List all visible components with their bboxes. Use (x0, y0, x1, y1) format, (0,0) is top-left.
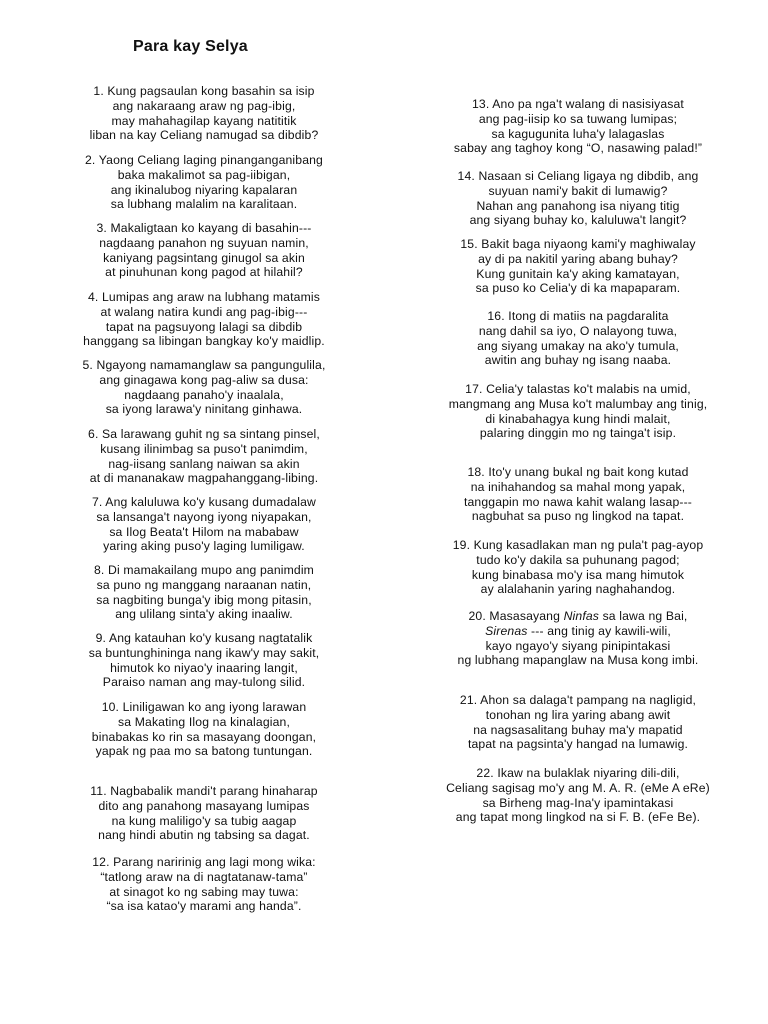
stanza-line: awitin ang buhay ng isang naaba. (484, 353, 672, 368)
stanza-line: nang dahil sa iyo, O nalayong tuwa, (478, 323, 678, 338)
stanza-line: 8. Di mamakailang mupo ang panimdim (94, 563, 314, 577)
stanza-line: nang hindi abutin ng tabsing sa dagat. (98, 828, 310, 843)
stanza-line: 11. Nagbabalik mandi't parang hinaharap (90, 784, 318, 798)
stanza-line: ang nakaraang araw ng pag-ibig, (112, 98, 296, 113)
stanza-line: 6. Sa larawang guhit ng sa sintang pinsel, (88, 427, 320, 441)
stanza-1 (48, 84, 360, 143)
stanza-line: 20. Masasayang Ninfas sa lawa ng Bai, (468, 609, 688, 623)
stanza-line: yapak ng paa mo sa batong tuntungan. (95, 744, 313, 759)
stanza-16 (402, 309, 754, 368)
stanza-20 (402, 609, 754, 668)
stanza-line: 9. Ang katauhan ko'y kusang nagtatalik (95, 631, 313, 645)
stanza-line: sa iyong larawa'y ninitang ginhawa. (105, 402, 303, 417)
stanza-line: 15. Bakit baga niyaong kami'y maghiwalay (460, 237, 696, 251)
stanza-line: dito ang panahong masayang lumipas (98, 798, 310, 813)
stanza-line: 10. Liniligawan ko ang iyong larawan (101, 700, 307, 714)
stanza-6 (48, 427, 360, 486)
stanza-line: ang siyang buhay ko, kaluluwa't langit? (469, 213, 687, 228)
stanza-line: Celiang sagisag mo'y ang M. A. R. (eMe A eRe) (446, 780, 710, 795)
stanza-line: na kung maliligo'y sa tubig aagap (111, 813, 297, 828)
stanza-line: sa lubhang malalim na karalitaan. (110, 197, 298, 212)
stanza-line: tapat na pagsinta'y hangad na lumawig. (467, 737, 689, 752)
stanza-line: at walang natira kundi ang pag-ibig--- (100, 304, 308, 319)
stanza-line: ang tapat mong lingkod na si F. B. (eFe Be). (455, 810, 701, 825)
stanza-line: 3. Makaligtaan ko kayang di basahin--- (96, 221, 312, 235)
stanza-line: ang ikinalubog niyaring kapalaran (110, 182, 298, 197)
stanza-line: ang ginagawa kong pag-aliw sa dusa: (99, 372, 309, 387)
stanza-line: na inihahandog sa mahal mong yapak, (470, 479, 686, 494)
stanza-line: sa lansanga't nayong iyong niyapakan, (96, 509, 312, 524)
stanza-line: 2. Yaong Celiang laging pinanganganibang (85, 153, 323, 167)
stanza-line: Kung gunitain ka'y aking kamatayan, (476, 266, 680, 281)
stanza-line: di kinabahagya kung hindi malait, (485, 411, 671, 426)
stanza-18 (402, 465, 754, 524)
stanza-line: sa buntunghininga nang ikaw'y may sakit, (88, 645, 320, 660)
stanza-5 (48, 358, 360, 417)
stanza-10 (48, 700, 360, 759)
stanza-line: hanggang sa libingan bangkay ko'y maidlip. (83, 334, 325, 349)
stanza-line: tapat na pagsuyong lalagi sa dibdib (105, 319, 303, 334)
stanza-line: ang siyang umakay na ako'y tumula, (477, 338, 679, 353)
stanza-line: 19. Kung kasadlakan man ng pula't pag-ayop (452, 538, 704, 552)
stanza-line: at sinagot ko ng sabing may tuwa: (109, 884, 299, 899)
stanza-line: suyuan nami'y bakit di lumawig? (488, 183, 668, 198)
stanza-8 (48, 563, 360, 622)
stanza-line: nagdaang panahon ng suyuan namin, (99, 235, 309, 250)
stanza-line: tudo ko'y dakila sa puhunang pagod; (476, 552, 680, 567)
stanza-line: sa kagugunita luha'y lalagaslas (491, 126, 665, 141)
stanza-21 (402, 693, 754, 752)
stanza-line: 17. Celia'y talastas ko't malabis na umid, (465, 382, 691, 396)
stanza-12 (48, 855, 360, 914)
stanza-line: may mahahagilap kayang natititik (111, 113, 297, 128)
stanza-line: tanggapin mo nawa kahit walang lasap--- (463, 494, 693, 509)
stanza-line: sa Makating Ilog na kinalagian, (118, 714, 290, 729)
poem-title: Para kay Selya (133, 38, 248, 55)
stanza-11 (48, 784, 360, 843)
stanza-14 (402, 169, 754, 228)
stanza-line: mangmang ang Musa ko't malumbay ang tinig, (448, 396, 708, 411)
stanza-3 (48, 221, 360, 280)
stanza-line: 16. Itong di matiis na pagdaralita (487, 309, 669, 323)
stanza-line: palaring dinggin mo ng tainga't isip. (479, 426, 677, 441)
stanza-line: sabay ang taghoy kong “O, nasawing palad!” (453, 141, 703, 156)
stanza-19 (402, 538, 754, 597)
stanza-line: baka makalimot sa pag-iibigan, (117, 167, 291, 182)
stanza-line: Paraiso naman ang may-tulong silid. (102, 675, 306, 690)
stanza-line: 18. Ito'y unang bukal ng bait kong kutad (467, 465, 689, 479)
stanza-line: sa Birheng mag-Ina'y ipamintakasi (482, 795, 674, 810)
stanza-line: sa puno ng manggang naraanan natin, (96, 577, 312, 592)
stanza-22 (402, 766, 754, 825)
stanza-line: “tatlong araw na di nagtatanaw-tama” (100, 869, 308, 884)
stanza-line: “sa isa katao'y marami ang handa”. (106, 899, 302, 914)
stanza-4 (48, 290, 360, 349)
stanza-line: tonohan ng lira yaring abang awit (485, 707, 671, 722)
stanza-line: Nahan ang panahong isa niyang titig (476, 198, 680, 213)
stanza-7 (48, 495, 360, 554)
stanza-line: liban na kay Celiang namugad sa dibdib? (89, 128, 319, 143)
stanza-line: nag-iisang sanlang naiwan sa akin (108, 456, 300, 471)
stanza-line: ay di pa nakitil yaring abang buhay? (478, 251, 678, 266)
stanza-line: ng lubhang mapanglaw na Musa kong imbi. (457, 653, 699, 668)
stanza-line: nagdaang panaho'y inaalala, (124, 387, 284, 402)
stanza-13 (402, 97, 754, 156)
stanza-line: himutok ko niyao'y inaaring langit, (110, 660, 298, 675)
stanza-line: sa Ilog Beata't Hilom na mababaw (109, 524, 299, 539)
stanza-line: 4. Lumipas ang araw na lubhang matamis (88, 290, 320, 304)
stanza-line: 7. Ang kaluluwa ko'y kusang dumadalaw (91, 495, 316, 509)
italic-word: Sirenas (485, 623, 528, 638)
stanza-line: kayo ngayo'y siyang pinipintakasi (485, 638, 671, 653)
stanza-line: binabakas ko rin sa masayang doongan, (91, 729, 317, 744)
italic-word: Ninfas (563, 609, 600, 623)
stanza-17 (402, 382, 754, 441)
stanza-line: ay alalahanin yaring naghahandog. (480, 582, 676, 597)
stanza-line: 13. Ano pa nga't walang di nasisiyasat (472, 97, 684, 111)
stanza-line: kusang ilinimbag sa puso't panimdim, (100, 441, 308, 456)
stanza-line: 1. Kung pagsaulan kong basahin sa isip (93, 84, 315, 98)
stanza-line: Sirenas --- ang tinig ay kawili-wili, (485, 623, 671, 638)
stanza-line: 5. Ngayong namamanglaw sa pangungulila, (82, 358, 326, 372)
stanza-2 (48, 153, 360, 212)
stanza-line: ang pag-iisip ko sa tuwang lumipas; (478, 111, 678, 126)
stanza-line: at di mananakaw magpahanggang-libing. (89, 471, 319, 486)
stanza-line: ang ulilang sinta'y aking inaaliw. (115, 607, 293, 622)
stanza-line: kaniyang pagsintang ginugol sa akin (103, 250, 305, 265)
stanza-15 (402, 237, 754, 296)
stanza-line: sa nagbiting bunga'y ibig mong pitasin, (96, 592, 312, 607)
stanza-line: 14. Nasaan si Celiang ligaya ng dibdib, ang (457, 169, 699, 183)
stanza-line: nagbuhat sa puso ng lingkod na tapat. (471, 509, 685, 524)
stanza-line: 22. Ikaw na bulaklak niyaring dili-dili, (476, 766, 680, 780)
stanza-9 (48, 631, 360, 690)
stanza-line: at pinuhunan kong pagod at hilahil? (105, 265, 303, 280)
stanza-line: kung binabasa mo'y isa mang himutok (471, 567, 685, 582)
stanza-line: 21. Ahon sa dalaga't pampang na nagligid, (459, 693, 697, 707)
stanza-line: sa puso ko Celia'y di ka mapaparam. (475, 281, 681, 296)
stanza-line: 12. Parang naririnig ang lagi mong wika: (92, 855, 316, 869)
stanza-line: na nagsasalitang buhay ma'y mapatid (473, 722, 683, 737)
stanza-line: yaring aking puso'y laging lumiligaw. (103, 539, 305, 554)
